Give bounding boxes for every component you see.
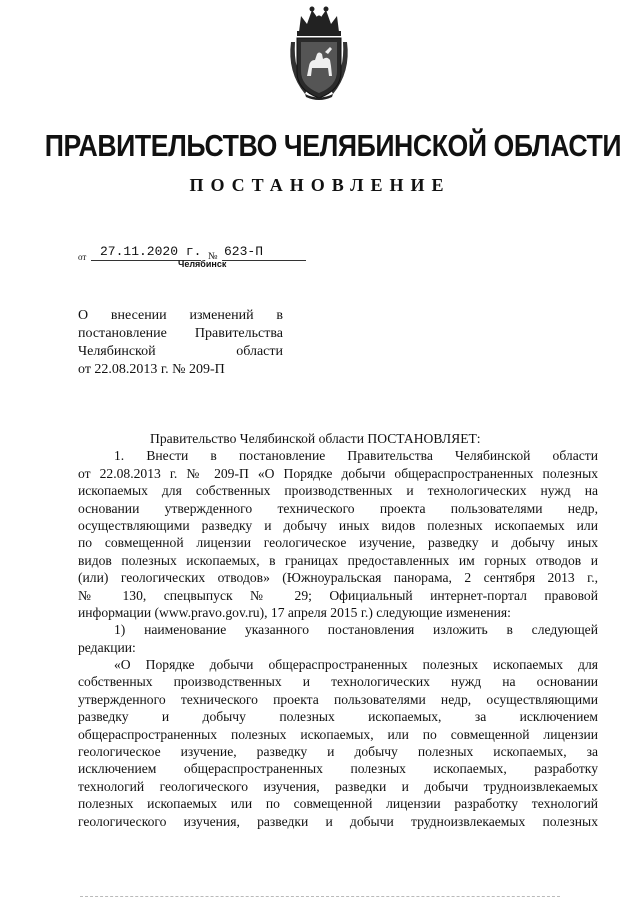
body-line: 1) наименование указанного постановления изложить в следующей <box>114 622 598 638</box>
preamble: Правительство Челябинской области ПОСТАНОВЛЯЕТ: <box>150 431 481 446</box>
body-line: геологического изучения, разведки и добычи трудноизвлекаемых полезных <box>78 813 598 829</box>
document-date: 27.11.2020 г. <box>100 244 202 259</box>
body-line: общераспространенных полезных ископаемых, или по совмещенной лицензии <box>78 726 598 742</box>
body-line: разведку и добычу полезных ископаемых, за исключением <box>78 709 598 725</box>
body-line: № 130, спецвыпуск № 29; Официальный интернет-портал правовой <box>78 587 598 603</box>
date-prefix: от <box>78 252 87 262</box>
body-line: «О Порядке добычи общераспространенных полезных ископаемых для <box>114 657 598 673</box>
document-body <box>78 430 598 830</box>
body-line: утвержденного технического проекта пользователями недр, осуществляющими <box>78 691 598 707</box>
government-title: ПРАВИТЕЛЬСТВО ЧЕЛЯБИНСКОЙ ОБЛАСТИ <box>44 128 622 163</box>
body-line: полезных ископаемых или по совмещенной лицензии разработку технологий <box>78 796 598 812</box>
body-line: технологий геологического изучения, разведки и добычи трудноизвлекаемых <box>78 778 598 794</box>
document-subject <box>78 307 283 379</box>
body-line: по совмещенной лицензии геологическое изучение, разведку и добычу иных <box>78 535 598 551</box>
subject-line: Челябинской области <box>78 344 283 359</box>
body-line: основании утвержденного технического проекта пользователями недр, <box>78 500 598 516</box>
page-bottom-edge <box>80 896 560 897</box>
body-line: собственных производственных и технологических нужд на основании <box>78 674 598 690</box>
body-line: исключением общераспространенных полезных ископаемых, разработку <box>78 761 598 777</box>
body-line: 1. Внести в постановление Правительства Челябинской области <box>114 448 598 464</box>
document-type: ПОСТАНОВЛЕНИЕ <box>189 175 451 195</box>
body-line: ископаемых для собственных производственных и технологических нужд на <box>78 483 598 499</box>
body-line: осуществляющими разведку и добычу иных видов полезных ископаемых или <box>78 517 598 533</box>
body-line: геологическое изучение, разведку и добычу полезных ископаемых, за <box>78 744 598 760</box>
subject-line: от 22.08.2013 г. № 209-П <box>78 362 225 377</box>
body-line: информации (www.pravo.gov.ru), 17 апреля 2015 г.) следующие изменения: <box>78 604 511 620</box>
coat-of-arms-icon <box>285 2 353 102</box>
number-underline <box>222 260 306 261</box>
body-line: (или) геологических отводов» (Южноуральская панорама, 2 сентября 2013 г., <box>78 570 598 586</box>
document-city: Челябинск <box>178 259 227 269</box>
subject-line: О внесении изменений в <box>78 308 283 323</box>
number-prefix: № <box>208 251 218 262</box>
body-line: от 22.08.2013 г. № 209-П «О Порядке добычи общераспространенных полезных <box>78 465 598 481</box>
document-number: 623-П <box>224 244 264 259</box>
body-line: редакции: <box>78 639 136 655</box>
body-line: видов полезных ископаемых, в границах предоставленных им горных отводов и <box>78 552 598 568</box>
subject-line: постановление Правительства <box>78 326 283 341</box>
